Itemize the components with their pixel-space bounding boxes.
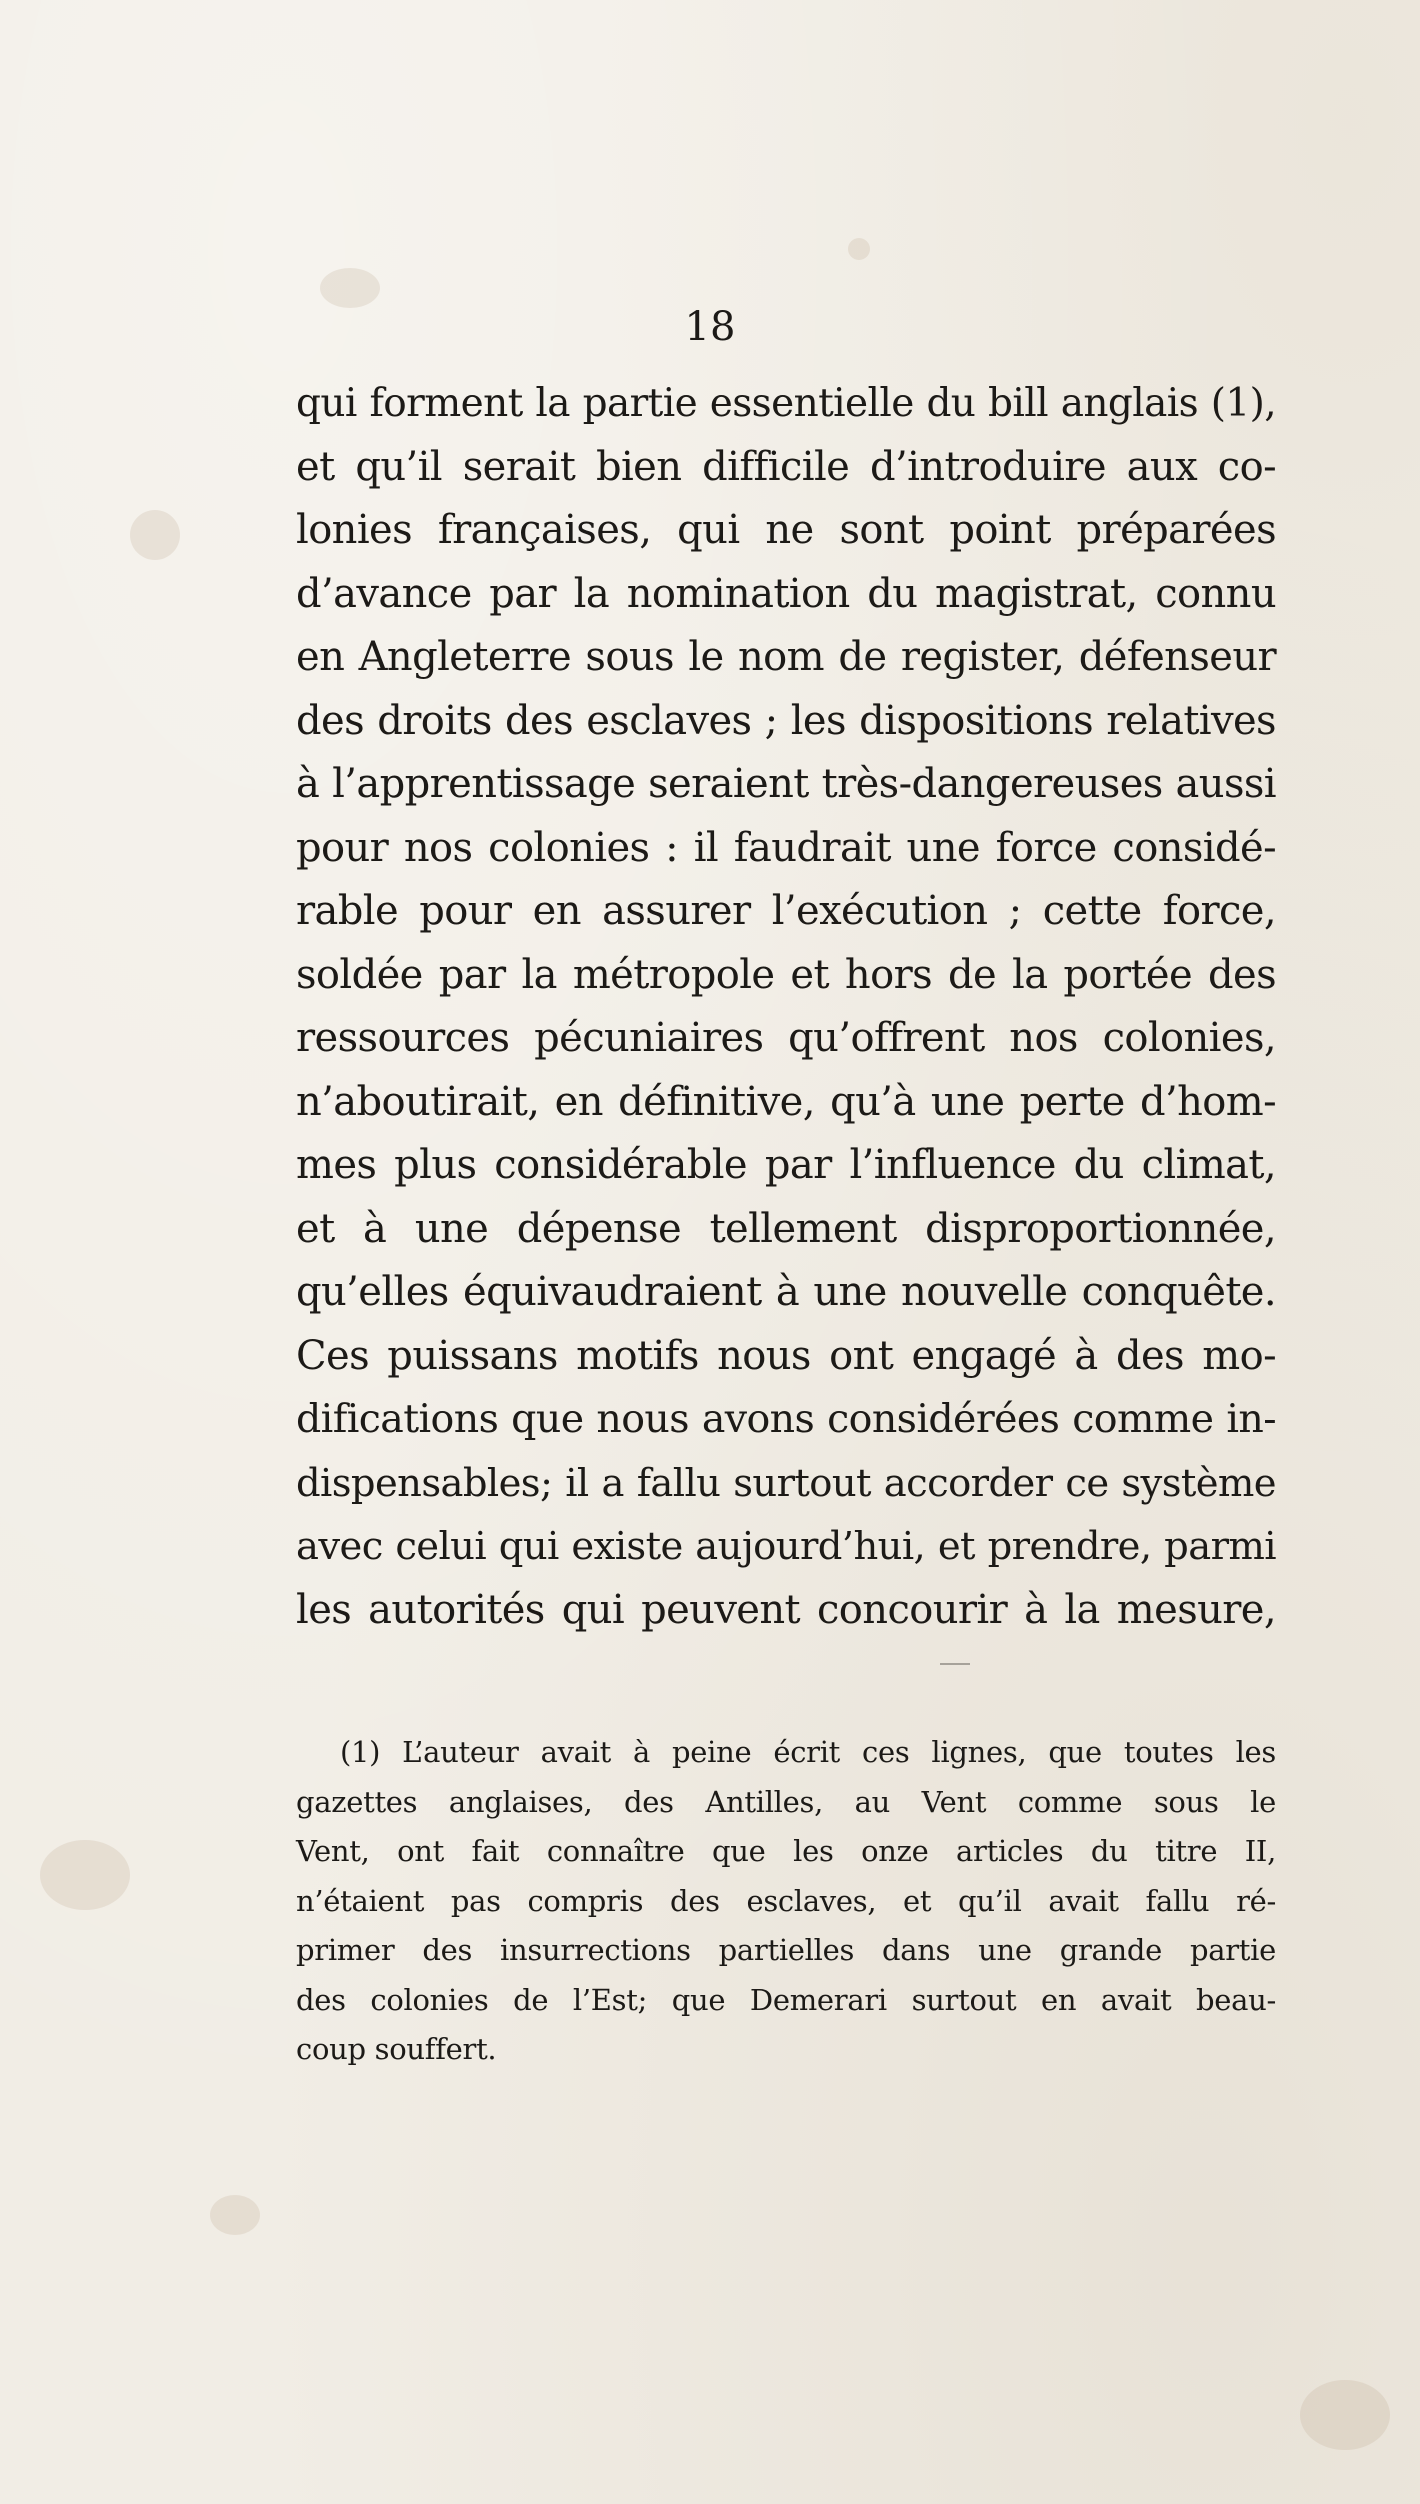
main-paragraph	[296, 372, 1276, 1642]
text-line: n’aboutirait, en définitive, qu’à une perte d’hom-	[296, 1078, 1276, 1125]
footnote-line: des colonies de l’Est; que Demerari surtout en avait beau-	[296, 1982, 1276, 2017]
text-line: et qu’il serait bien difficile d’introduire aux co-	[296, 443, 1276, 490]
page-number: 18	[684, 304, 736, 350]
footnote-line: primer des insurrections partielles dans une grande partie	[296, 1933, 1276, 1967]
footnote-line: n’étaient pas compris des esclaves, et qu’il avait fallu ré-	[296, 1883, 1276, 1918]
paper-stain	[40, 1840, 130, 1910]
text-line: Ces puissans motifs nous ont engagé à des mo-	[296, 1332, 1276, 1379]
text-line: à l’apprentissage seraient très-dangereuses aussi	[296, 761, 1276, 807]
footnote-line: (1) L’auteur avait à peine écrit ces lignes, que toutes les	[340, 1735, 1276, 1769]
text-line: des droits des esclaves ; les dispositions relatives	[296, 697, 1276, 744]
footnote-line: coup souffert.	[296, 2032, 497, 2066]
text-line: soldée par la métropole et hors de la portée des	[296, 951, 1276, 998]
footnote	[296, 1728, 1276, 2075]
text-line: qu’elles équivaudraient à une nouvelle conquête.	[296, 1269, 1276, 1315]
text-line: en Angleterre sous le nom de register, défenseur	[296, 634, 1276, 680]
paper-stain	[1300, 2380, 1390, 2450]
text-line: d’avance par la nomination du magistrat, connu	[296, 570, 1276, 617]
footnote-separator	[940, 1663, 970, 1665]
text-line: et à une dépense tellement disproportionnée,	[296, 1205, 1276, 1252]
text-line: mes plus considérable par l’influence du climat,	[296, 1142, 1276, 1188]
text-line: avec celui qui existe aujourd’hui, et prendre, parmi	[296, 1524, 1276, 1569]
paper-stain	[210, 2195, 260, 2235]
footnote-line: Vent, ont fait connaître que les onze articles du titre II,	[296, 1834, 1276, 1868]
paper-stain	[848, 238, 870, 260]
paper-stain	[320, 268, 380, 308]
text-line: dispensables; il a fallu surtout accorder ce système	[296, 1460, 1276, 1506]
paper-stain	[130, 510, 180, 560]
text-line: qui forment la partie essentielle du bill anglais (1),	[296, 381, 1276, 426]
text-line: lonies françaises, qui ne sont point préparées	[296, 507, 1276, 553]
text-line: pour nos colonies : il faudrait une force considé-	[296, 824, 1276, 871]
text-line: ressources pécuniaires qu’offrent nos colonies,	[296, 1015, 1276, 1061]
footnote-line: gazettes anglaises, des Antilles, au Vent comme sous le	[296, 1784, 1276, 1819]
text-line: les autorités qui peuvent concourir à la mesure,	[296, 1586, 1276, 1633]
text-line: rable pour en assurer l’exécution ; cette force,	[296, 888, 1276, 934]
text-line: difications que nous avons considérées comme in-	[296, 1396, 1276, 1442]
